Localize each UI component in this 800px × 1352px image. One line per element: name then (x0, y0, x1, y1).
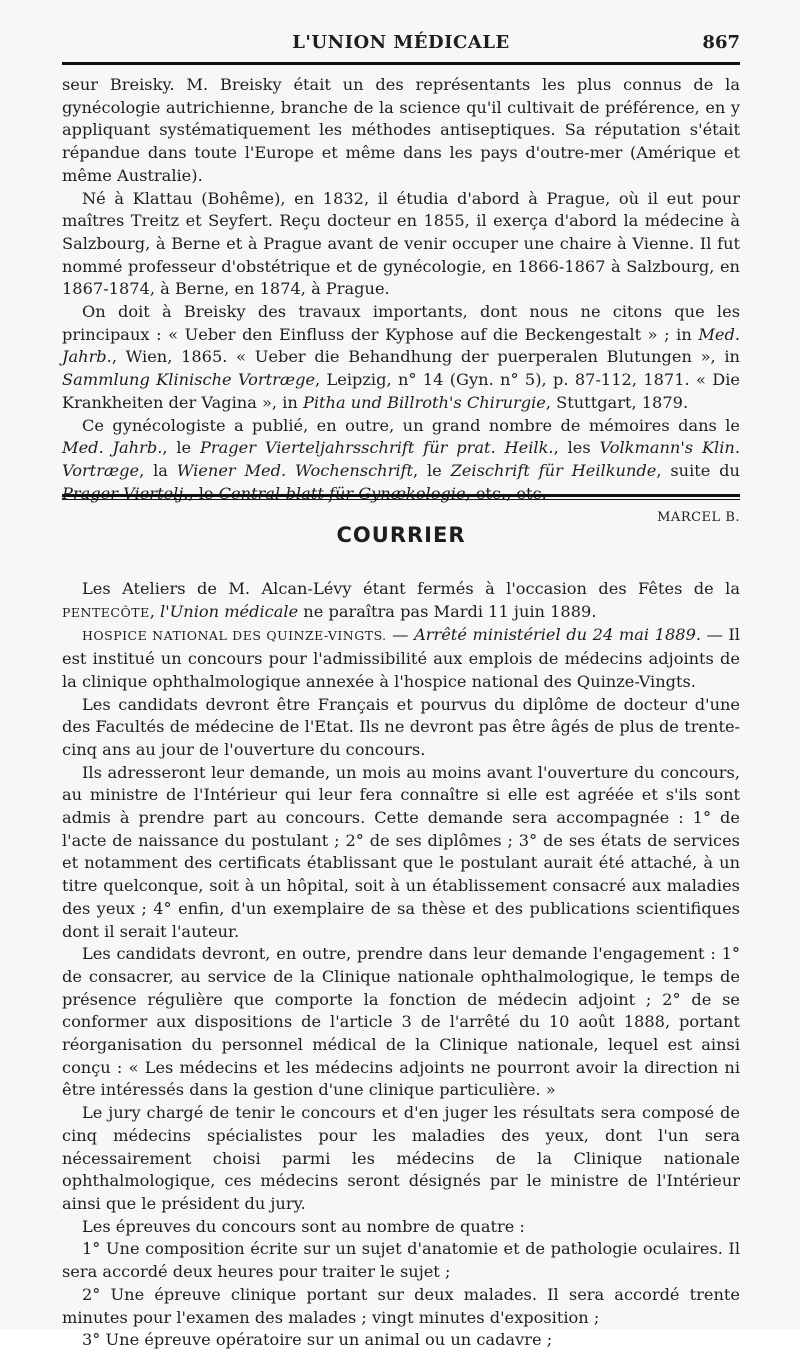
page-number: 867 (702, 32, 740, 53)
section-rule-top (62, 494, 740, 497)
courrier-section (62, 578, 740, 1352)
obituary-paragraph-3: On doit à Breisky des travaux importants, dont nous ne citons que les principaux : « Ueber den Einfluss der Kyphose auf die Beckengestalt » ; in Med. Jahrb., Wien, 1865. « Ueber die Behandhung der puerperalen Blutungen », in Sammlung Klinische Vortræge, Leipzig, n° 14 (Gyn. n° 5), p. 87-112, 1871. « Die Krankheiten der Vagina », in Pitha und Billroth's Chirurgie, Stuttgart, 1879. (62, 302, 740, 412)
section-rule-bottom (62, 499, 740, 500)
obituary-section (62, 74, 740, 530)
page-header (62, 30, 740, 60)
signature: MARCEL B. (657, 510, 740, 526)
courrier-paragraph-7: Les épreuves du concours sont au nombre de quatre : (82, 1216, 525, 1236)
obituary-paragraph-4: Ce gynécologiste a publié, en outre, un grand nombre de mémoires dans le Med. Jahrb., le Prager Vierteljahrsschrift für prat. Heilk., les Volkmann's Klin. Vortræge, la Wiener Med. Wochenschrift, le Zeischrift für Heilkunde, suite du (62, 415, 740, 480)
courrier-paragraph-8: 1° Une composition écrite sur un sujet d'anatomie et de pathologie oculaires. Il sera accordé deux heures pour traiter le sujet ; (62, 1239, 740, 1282)
obituary-paragraph-1: seur Breisky. M. Breisky était un des représentants les plus connus de la gynécologie autrichienne, branche de la science qu'il cultivait de préférence, en y appliquant systématiquement les méthodes antiseptiques. Sa réputation s'était répandue dans toute l'Europe et même dans les pays d'outre-mer (Amérique et même Australie). (62, 75, 740, 185)
header-rule (62, 62, 740, 65)
section-title: COURRIER (336, 523, 466, 547)
courrier-paragraph-4: Ils adresseront leur demande, un mois au moins avant l'ouverture du concours, au ministre de l'Intérieur qui leur fera connaître si elle est agréée et s'ils sont admis à prendre part au concours. Cette demande sera accompagnée : 1° de l'acte de naissance du postulant ; 2° de ses diplômes ; 3° de ses états de services et notamment des certificats établissant que le postulant aurait été attaché, à un titre quelconque, soit à un hôpital, soit à un établissement consacré aux maladies des yeux ; 4° enfin, d'un exemplaire de sa thèse et des publications scientifiques dont il serait l'auteur. (62, 762, 740, 941)
courrier-paragraph-9: 2° Une épreuve clinique portant sur deux malades. Il sera accordé trente minutes pour l'examen des malades ; vingt minutes d'exposition ; (62, 1284, 740, 1327)
courrier-paragraph-1: Les Ateliers de M. Alcan-Lévy étant fermés à l'occasion des Fêtes de la PENTECÔTE, l'Union médicale ne paraîtra pas Mardi 11 juin 1889. (62, 579, 740, 621)
courrier-paragraph-6: Le jury chargé de tenir le concours et d'en juger les résultats sera composé de cinq médecins spécialistes pour les maladies des yeux, dont l'un sera nécessairement choisi parmi les médecins de la Clinique nationale ophthalmologique, ces médecins seront désignés par le ministre de l'Intérieur ainsi que le président du jury. (62, 1103, 740, 1213)
courrier-paragraph-2: HOSPICE NATIONAL DES QUINZE-VINGTS. — Arrêté ministériel du 24 mai 1889. — Il est institué un concours pour l'admissibilité aux emplois de médecins adjoints de la clinique ophthalmologique annexée à l'hospice national des Quinze-Vingts. (62, 625, 740, 691)
courrier-paragraph-5: Les candidats devront, en outre, prendre dans leur demande l'engagement : 1° de consacrer, au service de la Clinique nationale ophthalmologique, le temps de présence régulière que comporte la fonction de médecin adjoint ; 2° de se conformer aux dispositions de l'article 3 de l'arrêté du 10 août 1888, portant réorganisation du personnel médical de la Clinique nationale, lequel est ainsi conçu : « Les médecins et les médecins adjoints ne pourront avoir la direction ni être intéressés dans la gestion d'une clinique particulière. » (62, 944, 740, 1100)
obituary-paragraph-2: Né à Klattau (Bohême), en 1832, il étudia d'abord à Prague, où il eut pour maîtres Treitz et Seyfert. Reçu docteur en 1855, il exerça d'abord la médecine à Salzbourg, à Berne et à Prague avant de venir occuper une chaire à Vienne. Il fut nommé professeur d'obstétrique et de gynécologie, en 1866-1867 à Salzbourg, en 1867-1874, à Berne, en 1874, à Prague. (62, 188, 740, 299)
courrier-paragraph-10: 3° Une épreuve opératoire sur un animal ou un cadavre ; (82, 1330, 553, 1350)
courrier-paragraph-3: Les candidats devront être Français et pourvus du diplôme de docteur d'une des Facultés de médecine de l'Etat. Ils ne devront pas être âgés de plus de trente-cinq ans au jour de l'ouverture du concours. (62, 694, 740, 759)
running-title: L'UNION MÉDICALE (292, 32, 510, 53)
